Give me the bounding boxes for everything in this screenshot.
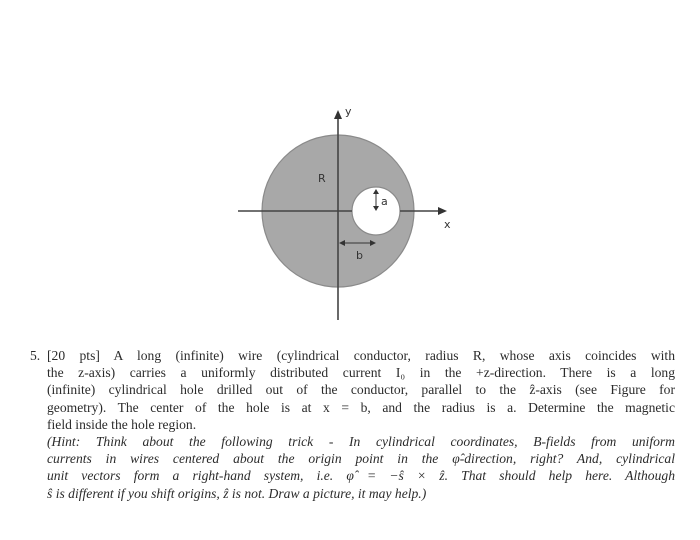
problem-line: the z-axis) carries a uniformly distributed current I₀ in the +z-direction. There is a long [47,365,675,381]
problem-line: field inside the hole region. [47,416,197,432]
y-axis-arrow-icon [334,110,342,119]
problem-number: 5. [30,348,41,363]
x-axis-arrow-icon [438,207,447,215]
hint-line: currents in wires centered about the origin point in the φ̂-direction, right? And, cylindrical [47,451,675,467]
y-axis-label: y [345,105,352,118]
hint-line: ŝ is different if you shift origins, ẑ is not. Draw a picture, it may help.) [47,485,427,501]
problem-statement [30,347,675,502]
hint-line: (Hint: Think about the following trick - In cylindrical coordinates, B-fields from uniform [47,434,675,450]
x-axis-label: x [444,218,451,231]
radius-a-label: a [381,195,388,208]
problem-body [47,347,675,502]
problem-line: [20 pts] A long (infinite) wire (cylindrical conductor, radius R, whose axis coincides with [47,348,675,363]
problem-line: geometry). The center of the hole is at x = b, and the radius is a. Determine the magnetic [47,399,675,415]
hint-line: unit vectors form a right-hand system, i.e. φ̂ = −ŝ × ẑ. That should help here. Although [47,468,675,484]
problem-line: (infinite) cylindrical hole drilled out of the conductor, parallel to the ẑ-axis (see Figure for [47,382,675,398]
offset-b-label: b [356,249,363,262]
radius-R-label: R [318,172,326,185]
